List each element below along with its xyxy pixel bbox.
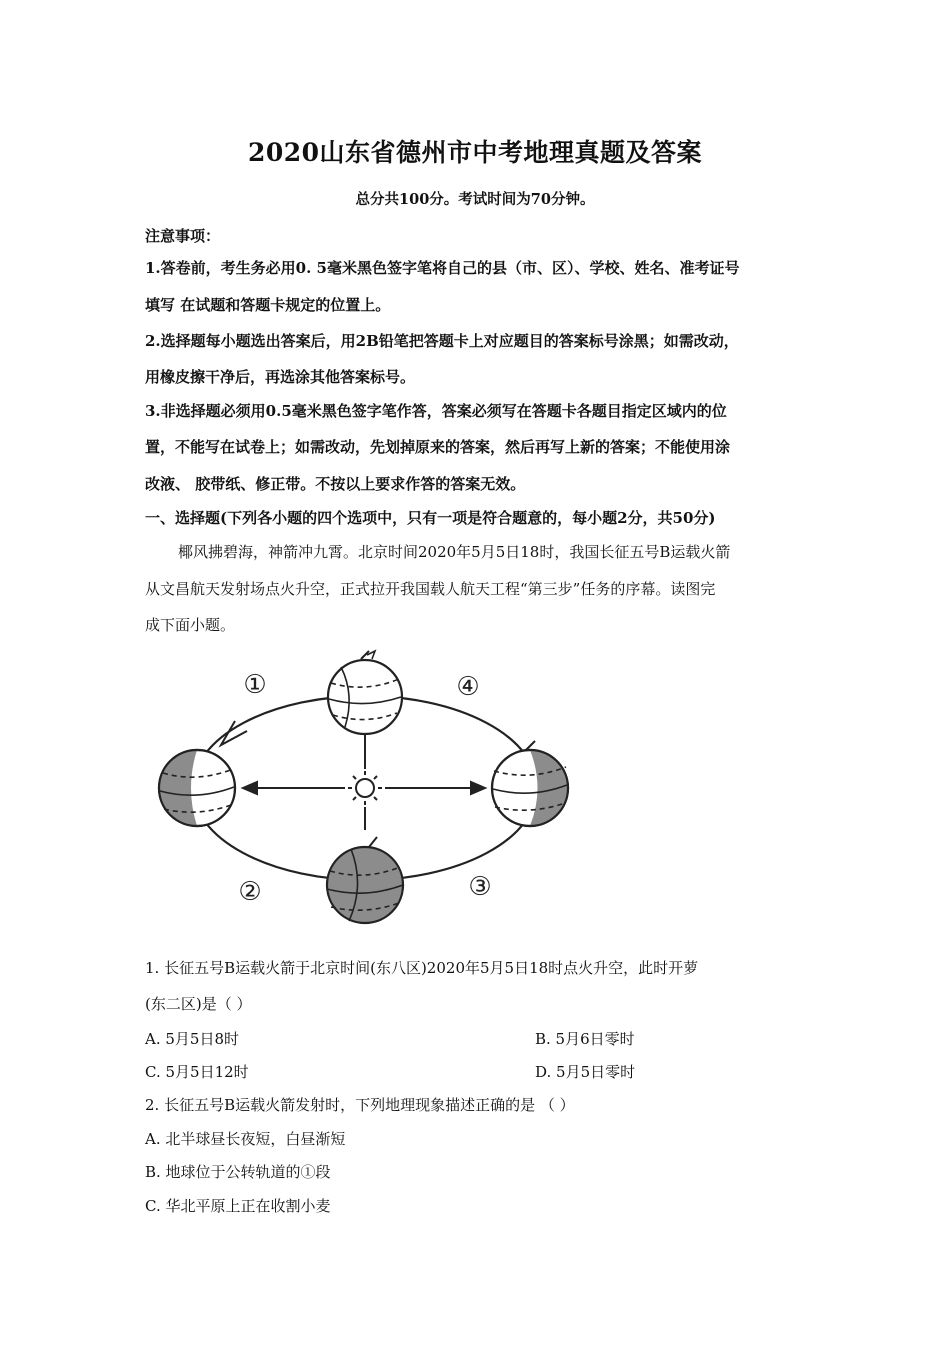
question-1-option-d: D. 5月5日零时 bbox=[535, 1063, 636, 1081]
notice-line: 置，不能写在试卷上；如需改动，先划掉原来的答案，然后再写上新的答案；不能使用涂 bbox=[145, 438, 731, 456]
earth-globe-bottom bbox=[327, 837, 403, 923]
question-2-option-c: C. 华北平原上正在收割小麦 bbox=[145, 1197, 331, 1215]
notice-line: 3.非选择题必须用0.5毫米黑色签字笔作答，答案必须写在答题卡各题目指定区域内的位 bbox=[145, 402, 727, 420]
notice-line: 2.选择题每小题选出答案后，用2B铅笔把答题卡上对应题目的答案标号涂黑；如需改动， bbox=[145, 332, 739, 350]
orbit-arrow-icon bbox=[221, 721, 247, 745]
question-2-stem: 2. 长征五号B运载火箭发射时，下列地理现象描述正确的是 （ ） bbox=[145, 1096, 575, 1114]
passage-line: 椰风拂碧海，神箭冲九霄。北京时间2020年5月5日18时，我国长征五号B运载火箭 bbox=[178, 543, 731, 561]
question-2-option-a: A. 北半球昼长夜短，白昼渐短 bbox=[145, 1130, 346, 1148]
notice-line: 改液、 胶带纸、修正带。不按以上要求作答的答案无效。 bbox=[145, 475, 526, 493]
earth-globe-left bbox=[159, 750, 235, 826]
section-heading: 一、选择题(下列各小题的四个选项中，只有一项是符合题意的，每小题2分，共50分) bbox=[145, 509, 716, 527]
orbit-label-3: ③ bbox=[468, 872, 492, 902]
passage-line: 从文昌航天发射场点火升空，正式拉开我国载人航天工程“第三步”任务的序幕。读图完 bbox=[145, 580, 716, 598]
orbit-label-4: ④ bbox=[456, 672, 480, 702]
earth-orbit-diagram bbox=[155, 645, 580, 930]
earth-globe-right bbox=[492, 741, 568, 826]
notice-heading: 注意事项： bbox=[145, 227, 221, 245]
orbit-label-1: ① bbox=[243, 670, 267, 700]
exam-info: 总分共100分。考试时间为70分钟。 bbox=[355, 191, 595, 208]
question-1-stem: 1. 长征五号B运载火箭于北京时间(东八区)2020年5月5日18时点火升空，此时开萝 bbox=[145, 959, 699, 977]
question-1-option-b: B. 5月6日零时 bbox=[535, 1030, 635, 1048]
earth-globe-top bbox=[328, 651, 402, 734]
question-2-option-b: B. 地球位于公转轨道的①段 bbox=[145, 1163, 331, 1181]
question-1-option-c: C. 5月5日12时 bbox=[145, 1063, 249, 1081]
question-1-option-a: A. 5月5日8时 bbox=[145, 1030, 239, 1048]
notice-line: 1.答卷前，考生务必用0. 5毫米黑色签字笔将自己的县（市、区）、学校、姓名、准考证号 bbox=[145, 259, 740, 277]
question-1-stem: (东二区)是（ ） bbox=[145, 995, 252, 1013]
sun-icon bbox=[348, 771, 382, 805]
orbit-label-2: ② bbox=[238, 877, 262, 907]
notice-line: 用橡皮擦干净后，再选涂其他答案标号。 bbox=[145, 368, 416, 386]
passage-line: 成下面小题。 bbox=[145, 616, 236, 634]
notice-line: 填写 在试题和答题卡规定的位置上。 bbox=[145, 296, 391, 314]
document-title: 2020山东省德州市中考地理真题及答案 bbox=[247, 138, 703, 167]
